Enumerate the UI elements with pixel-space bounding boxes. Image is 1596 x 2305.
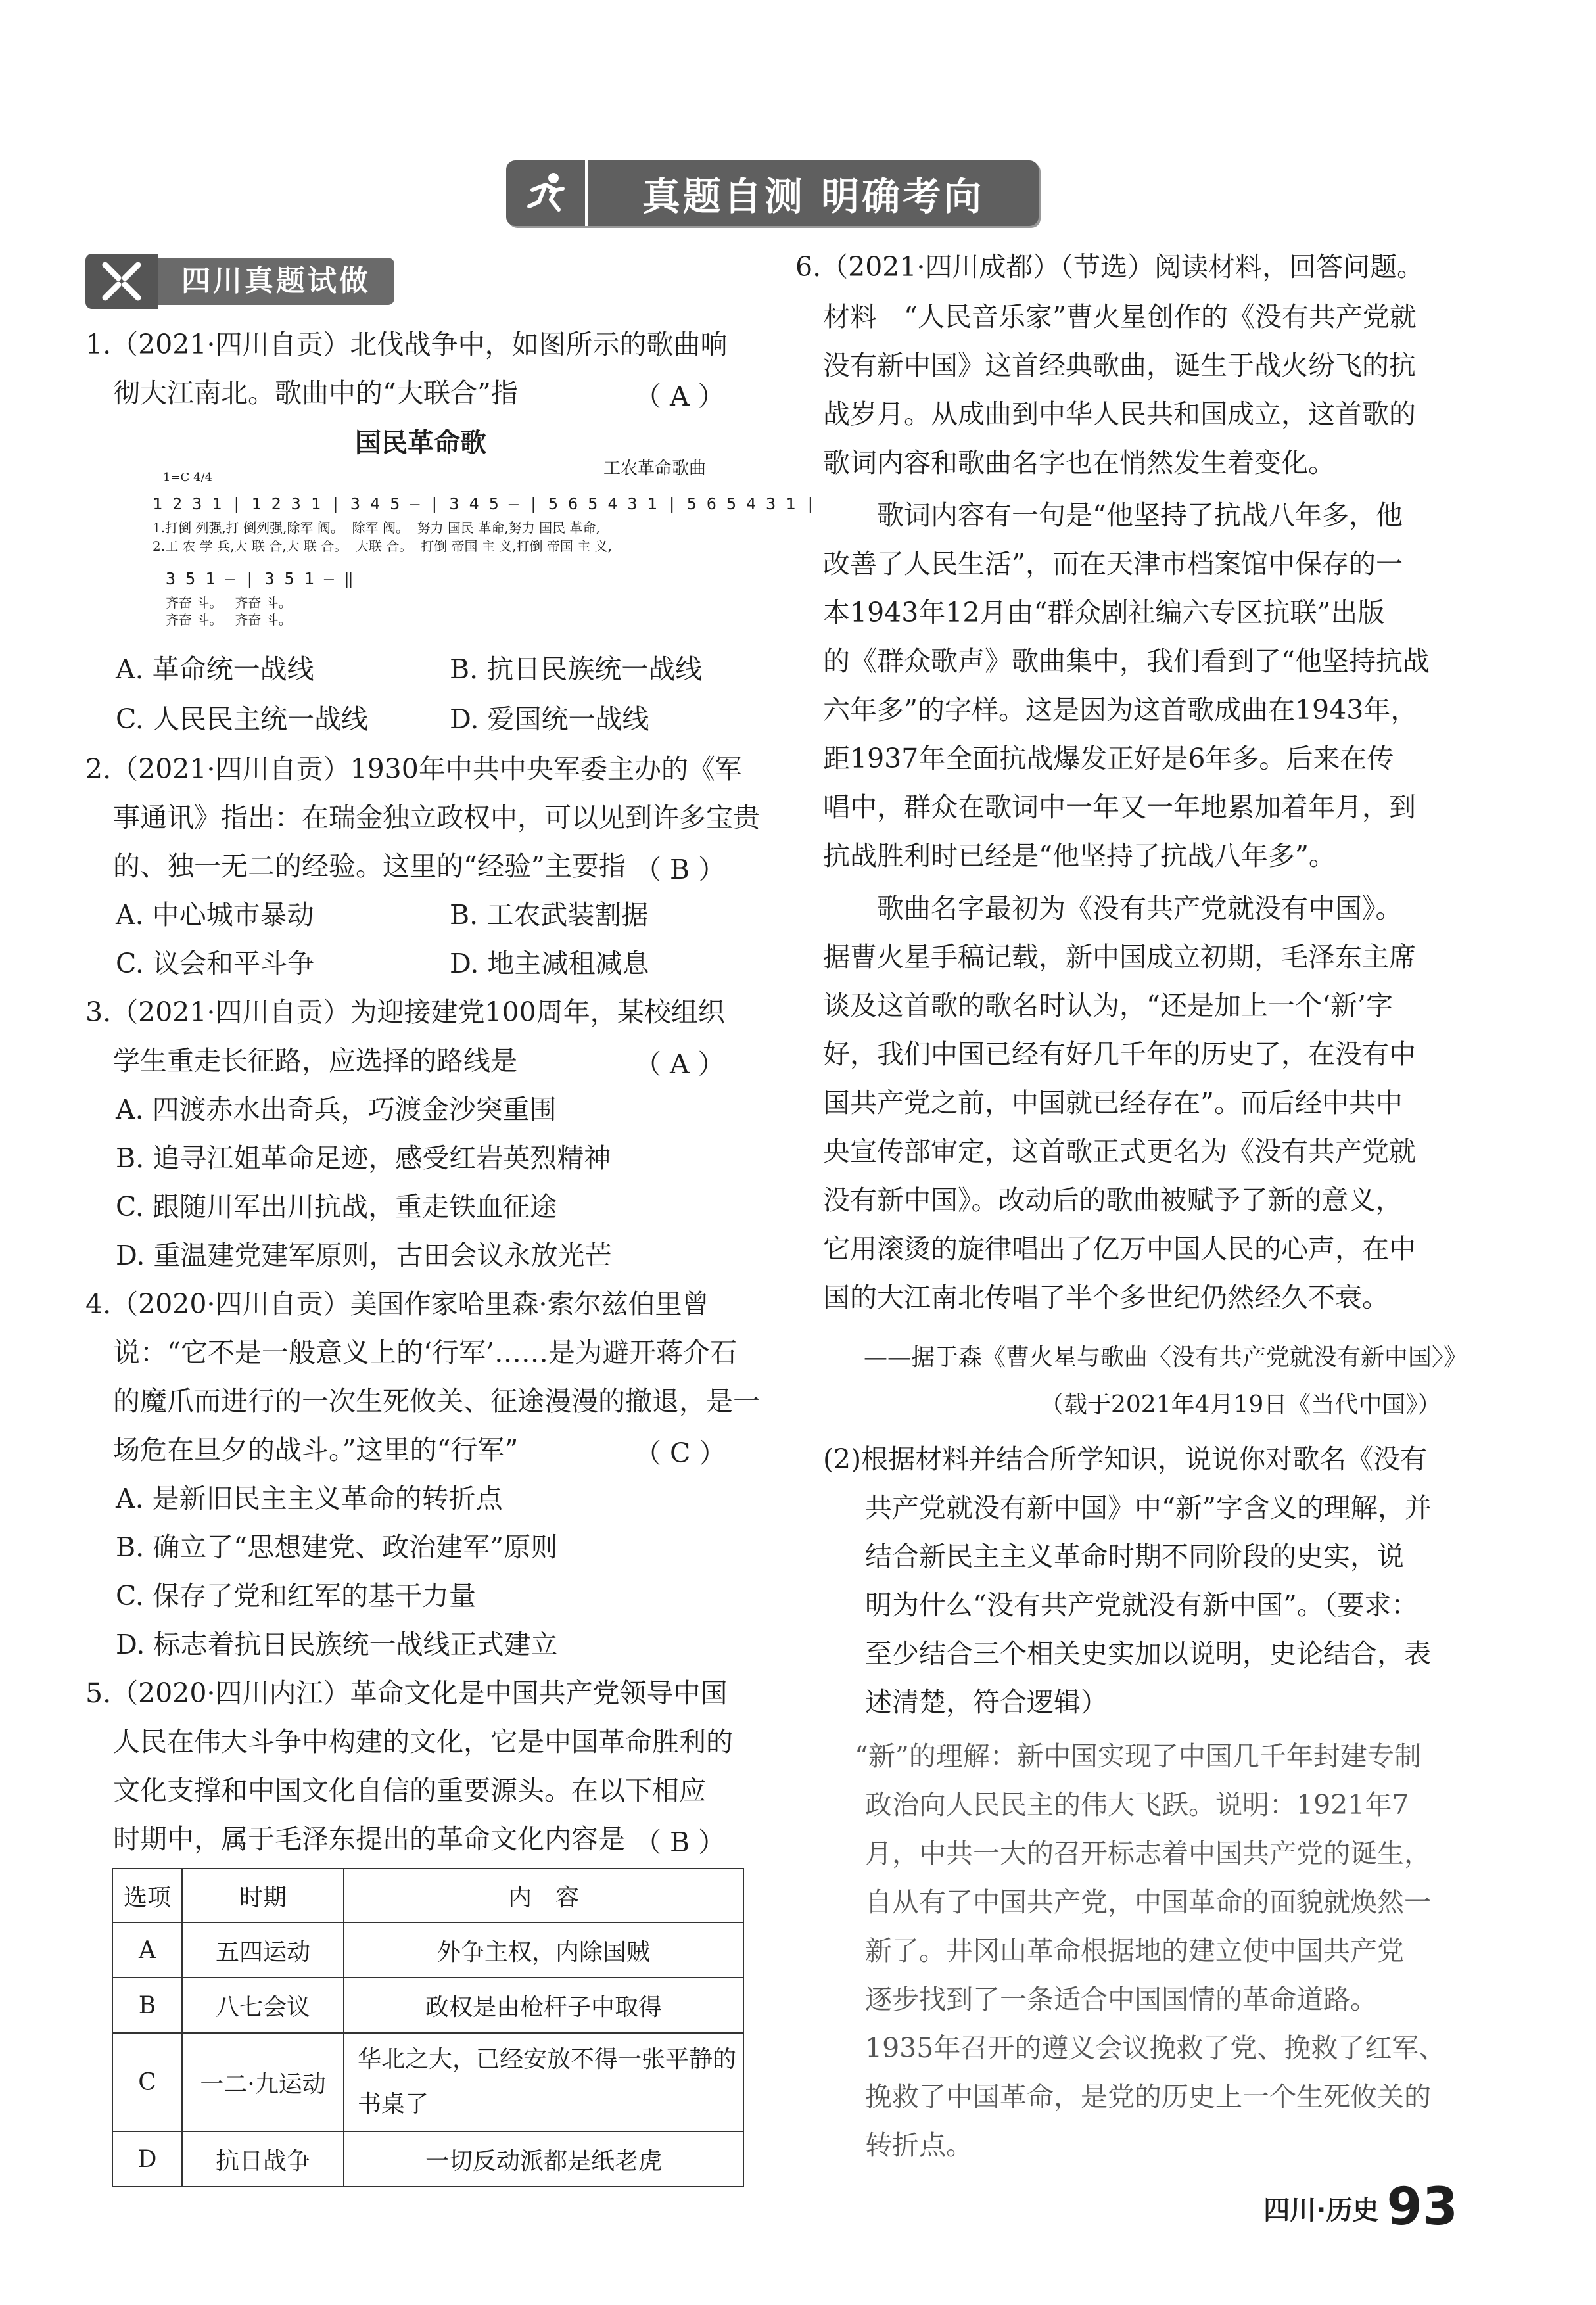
q4-option-a: A. 是新旧民主主义革命的转折点	[116, 1483, 503, 1514]
banner-title: 真题自测 明确考向	[642, 174, 985, 219]
q6-sub-question: (2)根据材料并结合所学知识，说说你对歌名《没有	[823, 1443, 1428, 1475]
q2-line-3: 的、独一无二的经验。这里的“经验”主要指	[113, 850, 626, 882]
table-cell-period: 五四运动	[182, 1922, 344, 1978]
q2-option-c: C. 议会和平斗争	[116, 948, 314, 979]
q6-answer-line: 新了。井冈山革命根据地的建立使中国共产党	[865, 1935, 1404, 1967]
score-lyric-3: 齐奋 斗。 齐奋 斗。	[166, 595, 292, 611]
table-header: 内 容	[344, 1869, 743, 1922]
q5-table	[112, 1868, 744, 2187]
q6-line: 歌词内容有一句是“他坚持了抗战八年多，他	[823, 500, 1403, 531]
q2-option-a: A. 中心城市暴动	[116, 899, 314, 931]
runner-icon	[506, 160, 588, 226]
q2-option-d: D. 地主减租减息	[450, 948, 649, 979]
table-cell-option: B	[112, 1978, 182, 2033]
q3-option-d: D. 重温建党建军原则，古田会议永放光芒	[116, 1240, 612, 1271]
table-row	[112, 2131, 743, 2187]
q1-line-1: 1.（2021·四川自贡）北伐战争中，如图所示的歌曲响	[85, 329, 728, 360]
q6-sub-question: 至少结合三个相关史实加以说明，史论结合，表	[865, 1638, 1431, 1669]
q6-sub-question: 述清楚，符合逻辑）	[865, 1687, 1108, 1718]
q3-option-c: C. 跟随川军出川抗战，重走铁血征途	[116, 1191, 557, 1222]
q6-line: 国共产党之前，中国就已经存在”。而后经中共中	[823, 1087, 1403, 1119]
song-title: 国民革命歌	[355, 428, 486, 458]
q6-line: 六年多”的字样。这是因为这首歌成曲在1943年，	[823, 694, 1418, 726]
score-lyric-4: 齐奋 斗。 齐奋 斗。	[166, 612, 292, 628]
q6-answer-line: 转折点。	[865, 2130, 973, 2161]
page-footer	[1263, 2177, 1458, 2237]
q4-answer: （ C ）	[634, 1437, 726, 1469]
q6-line: 谈及这首歌的歌名时认为，“还是加上一个‘新’字	[823, 990, 1394, 1021]
q6-line: 没有新中国》这首经典歌曲，诞生于战火纷飞的抗	[823, 350, 1416, 381]
q1-option-c: C. 人民民主统一战线	[116, 703, 368, 735]
q6-sub-question: 明为什么“没有共产党就没有新中国”。（要求：	[865, 1589, 1419, 1621]
q6-line: 它用滚烫的旋律唱出了亿万中国人民的心声，在中	[823, 1233, 1416, 1265]
q5-answer: （ B ）	[634, 1827, 726, 1858]
section-banner	[506, 160, 1039, 226]
song-subtitle: 工农革命歌曲	[603, 459, 707, 478]
table-row	[112, 2033, 743, 2131]
q4-line-1: 4.（2020·四川自贡）美国作家哈里森·索尔兹伯里曾	[85, 1288, 709, 1320]
table-cell-content: 政权是由枪杆子中取得	[344, 1978, 743, 2033]
table-cell-content: 华北之大，已经安放不得一张平静的书桌了	[344, 2033, 743, 2131]
q6-line: 本1943年12月由“群众剧社编六专区抗联”出版	[823, 597, 1385, 628]
section-heading	[85, 254, 414, 309]
q6-line: 的《群众歌声》歌曲集中，我们看到了“他坚持抗战	[823, 645, 1430, 677]
q4-line-2: 说：“它不是一般意义上的‘行军’……是为避开蒋介石	[113, 1337, 738, 1368]
q6-line: 好，我们中国已经有好几千年的历史了，在没有中	[823, 1038, 1416, 1070]
q6-line: 抗战胜利时已经是“他坚持了抗战八年多”。	[823, 840, 1336, 872]
q6-line: 材料 “人民音乐家”曹火星创作的《没有共产党就	[823, 301, 1417, 333]
page-number: 93	[1386, 2177, 1458, 2237]
q6-answer-line: 月，中共一大的召开标志着中国共产党的诞生，	[865, 1838, 1431, 1869]
q3-option-a: A. 四渡赤水出奇兵，巧渡金沙突重围	[116, 1094, 557, 1125]
q4-line-4: 场危在旦夕的战斗。”这里的“行军”	[113, 1434, 519, 1466]
table-cell-option: A	[112, 1922, 182, 1978]
q6-line: 没有新中国》。改动后的歌曲被赋予了新的意义，	[823, 1184, 1403, 1216]
section-title: 四川真题试做	[158, 258, 394, 305]
table-header-row	[112, 1869, 743, 1922]
q1-line-2: 彻大江南北。歌曲中的“大联合”指	[113, 377, 518, 409]
q4-option-c: C. 保存了党和红军的基干力量	[116, 1580, 476, 1612]
table-header: 时期	[182, 1869, 344, 1922]
table-cell-period: 一二·九运动	[182, 2033, 344, 2131]
q4-option-b: B. 确立了“思想建党、政治建军”原则	[116, 1531, 558, 1563]
score-lyric-2: 2.工 农 学 兵,大 联 合,大 联 合。 大联 合。 打倒 帝国 主 义,打倒 帝国 主 义,	[153, 538, 612, 554]
q2-line-2: 事通讯》指出：在瑞金独立政权中，可以见到许多宝贵	[113, 802, 760, 833]
table-row	[112, 1978, 743, 2033]
q5-line-3: 文化支撑和中国文化自信的重要源头。在以下相应	[113, 1775, 706, 1806]
q6-answer-line: 逐步找到了一条适合中国国情的革命道路。	[865, 1984, 1377, 2015]
q1-option-b: B. 抗日民族统一战线	[450, 653, 703, 685]
q6-sub-question: 结合新民主主义革命时期不同阶段的史实，说	[865, 1541, 1404, 1572]
q6-line: 距1937年全面抗战爆发正好是6年多。后来在传	[823, 743, 1394, 774]
table-cell-period: 抗日战争	[182, 2131, 344, 2187]
q6-line: 改善了人民生活”，而在天津市档案馆中保存的一	[823, 548, 1403, 580]
q6-answer-line: 自从有了中国共产党，中国革命的面貌就焕然一	[865, 1886, 1431, 1918]
q6-source-date: （载于2021年4月19日《当代中国》）	[1040, 1391, 1442, 1418]
q6-line: 唱中，群众在歌词中一年又一年地累加着年月，到	[823, 791, 1416, 823]
footer-label: 四川·历史	[1263, 2195, 1379, 2225]
table-cell-option: C	[112, 2033, 182, 2131]
q6-answer-line: 1935年召开的遵义会议挽救了党、挽救了红军、	[865, 2032, 1446, 2064]
q5-line-1: 5.（2020·四川内江）革命文化是中国共产党领导中国	[85, 1677, 728, 1709]
table-cell-content: 外争主权，内除国贼	[344, 1922, 743, 1978]
q6-source: ——据于森《曹火星与歌曲〈没有共产党就没有新中国〉》	[864, 1344, 1468, 1371]
q3-option-b: B. 追寻江姐革命足迹，感受红岩英烈精神	[116, 1142, 611, 1174]
q2-answer: （ B ）	[634, 854, 726, 885]
score-line-2: 3 5 1 – | 3 5 1 – ‖	[166, 569, 354, 588]
score-line-1: 1 2 3 1 | 1 2 3 1 | 3 4 5 – | 3 4 5 – | 5 6 5 4 3 1 | 5 6 5 4 3 1 |	[153, 494, 816, 513]
q6-line: 歌曲名字最初为《没有共产党就没有中国》。	[823, 893, 1403, 924]
q6-answer-line: 政治向人民民主的伟大飞跃。说明：1921年7	[865, 1789, 1409, 1821]
q4-option-d: D. 标志着抗日民族统一战线正式建立	[116, 1629, 558, 1660]
q3-line-1: 3.（2021·四川自贡）为迎接建党100周年，某校组织	[85, 996, 725, 1028]
table-cell-option: D	[112, 2131, 182, 2187]
q2-line-1: 2.（2021·四川自贡）1930年中共中央军委主办的《军	[85, 753, 742, 785]
q6-line: 据曹火星手稿记载，新中国成立初期，毛泽东主席	[823, 941, 1416, 973]
q6-line: 战岁月。从成曲到中华人民共和国成立，这首歌的	[823, 398, 1416, 430]
cross-arrows-icon	[85, 254, 158, 309]
q6-line: 央宣传部审定，这首歌正式更名为《没有共产党就	[823, 1136, 1416, 1167]
q4-line-3: 的魔爪而进行的一次生死攸关、征途漫漫的撤退，是一	[113, 1385, 760, 1417]
q3-answer: （ A ）	[634, 1048, 725, 1080]
q6-line: 国的大江南北传唱了半个多世纪仍然经久不衰。	[823, 1282, 1389, 1313]
q6-line: 歌词内容和歌曲名字也在悄然发生着变化。	[823, 447, 1335, 478]
score-lyric-1: 1.打倒 列强,打 倒列强,除军 阀。 除军 阀。 努力 国民 革命,努力 国民 革命,	[153, 520, 600, 536]
q1-option-d: D. 爱国统一战线	[450, 703, 649, 735]
table-row	[112, 1922, 743, 1978]
q5-line-4: 时期中，属于毛泽东提出的革命文化内容是	[113, 1823, 625, 1855]
q1-answer: （ A ）	[634, 381, 725, 412]
q6-answer-line: “新”的理解：新中国实现了中国几千年封建专制	[855, 1740, 1421, 1772]
q6-answer-line: 挽救了中国革命，是党的历史上一个生死攸关的	[865, 2081, 1431, 2112]
q1-option-a: A. 革命统一战线	[116, 653, 314, 685]
score-key: 1=C 4/4	[163, 471, 212, 484]
table-header: 选项	[112, 1869, 182, 1922]
table-cell-period: 八七会议	[182, 1978, 344, 2033]
q5-line-2: 人民在伟大斗争中构建的文化，它是中国革命胜利的	[113, 1726, 733, 1758]
q3-line-2: 学生重走长征路，应选择的路线是	[113, 1045, 517, 1077]
q6-sub-question: 共产党就没有新中国》中“新”字含义的理解，并	[865, 1492, 1432, 1524]
table-cell-content: 一切反动派都是纸老虎	[344, 2131, 743, 2187]
q6-line: 6.（2021·四川成都）（节选）阅读材料，回答问题。	[795, 251, 1424, 283]
q2-option-b: B. 工农武装割据	[450, 899, 649, 931]
